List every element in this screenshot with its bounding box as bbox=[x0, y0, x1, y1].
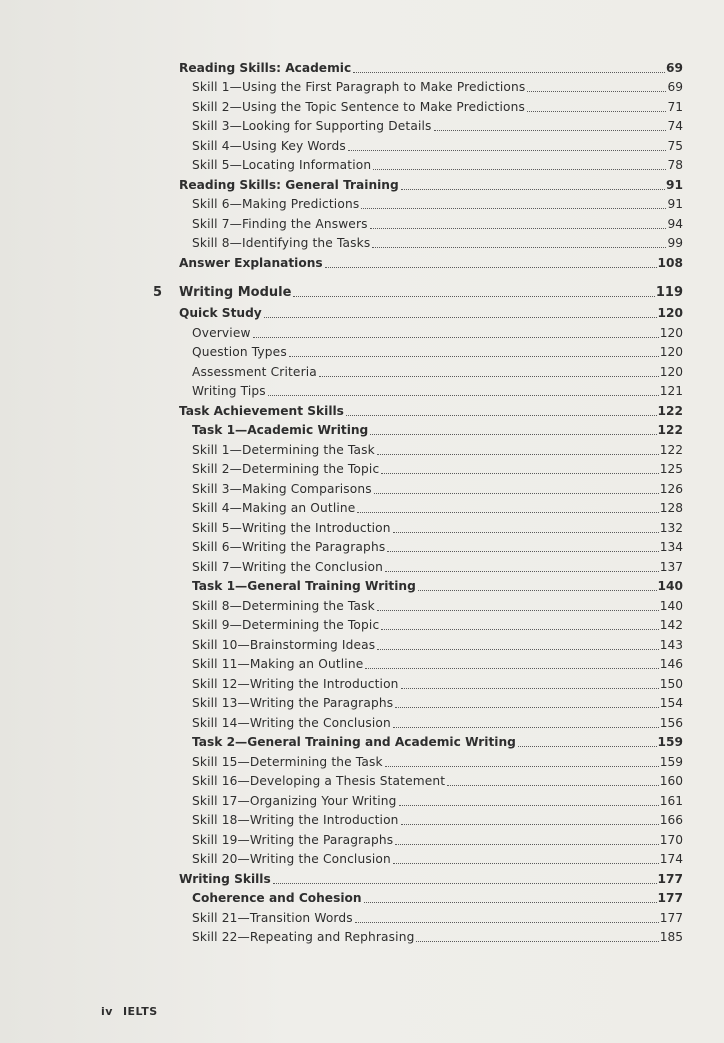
toc-item-row bbox=[0, 614, 724, 634]
toc-entry-title: Skill 16—Developing a Thesis Statement bbox=[192, 774, 446, 788]
toc-section-row bbox=[0, 867, 724, 887]
toc-item-row bbox=[0, 154, 724, 174]
toc-entry-title: Skill 5—Locating Information bbox=[192, 158, 372, 172]
toc-subsection-row bbox=[0, 419, 724, 439]
toc-item-row bbox=[0, 536, 724, 556]
toc-entry-title: Skill 10—Brainstorming Ideas bbox=[192, 637, 376, 652]
toc-entry-title: Skill 9—Determining the Topic bbox=[192, 618, 380, 632]
toc-entry-page-number: 140 bbox=[659, 598, 683, 613]
dot-leader bbox=[346, 415, 657, 416]
dot-leader bbox=[373, 169, 666, 170]
toc-entry-page-number: 161 bbox=[659, 793, 683, 808]
toc-entry-page-number: 120 bbox=[659, 364, 683, 379]
dot-leader bbox=[319, 376, 659, 377]
toc-entry-title: Skill 17—Organizing Your Writing bbox=[192, 793, 397, 808]
dot-leader bbox=[518, 746, 657, 747]
dot-leader bbox=[264, 317, 657, 318]
toc-entry-title: Skill 5—Writing the Introduction bbox=[192, 520, 391, 535]
toc-item-row bbox=[0, 232, 724, 252]
toc-entry-page-number: 69 bbox=[666, 60, 683, 75]
dot-leader bbox=[385, 571, 659, 572]
toc-entry-page-number: 91 bbox=[667, 197, 683, 211]
toc-entry-title: Skill 14—Writing the Conclusion bbox=[192, 715, 391, 730]
toc-entry-page-number: 126 bbox=[659, 481, 683, 496]
toc-item-row bbox=[0, 789, 724, 809]
dot-leader bbox=[370, 434, 656, 435]
toc-entry-page-number: 159 bbox=[657, 735, 683, 749]
toc-entry-page-number: 121 bbox=[659, 384, 683, 398]
toc-entry-title: Skill 4—Using Key Words bbox=[192, 138, 346, 153]
toc-entry-page-number: 122 bbox=[657, 403, 683, 418]
toc-entry-title: Overview bbox=[192, 325, 251, 340]
toc-item-row bbox=[0, 828, 724, 848]
dot-leader bbox=[377, 649, 658, 650]
toc-entry-title: Assessment Criteria bbox=[192, 364, 317, 379]
toc-entry-title: Skill 6—Writing the Paragraphs bbox=[192, 540, 386, 554]
toc-item-row bbox=[0, 926, 724, 946]
dot-leader bbox=[527, 111, 667, 112]
toc-entry-title: Skill 3—Looking for Supporting Details bbox=[192, 119, 432, 133]
toc-entry-title: Skill 22—Repeating and Rephrasing bbox=[192, 930, 415, 944]
dot-leader bbox=[387, 551, 658, 552]
dot-leader bbox=[393, 863, 659, 864]
toc-item-row bbox=[0, 134, 724, 154]
dot-leader bbox=[418, 590, 657, 591]
toc-entry-title: Skill 19—Writing the Paragraphs bbox=[192, 832, 394, 847]
toc-entry-page-number: 94 bbox=[667, 216, 683, 231]
toc-entry-title: Skill 21—Transition Words bbox=[192, 910, 353, 925]
toc-item-row bbox=[0, 95, 724, 115]
toc-entry-page-number: 185 bbox=[659, 930, 683, 944]
toc-entry-page-number: 128 bbox=[659, 501, 683, 515]
dot-leader bbox=[416, 941, 658, 942]
toc-entry-title: Skill 7—Writing the Conclusion bbox=[192, 559, 383, 574]
toc-entry-title: Skill 20—Writing the Conclusion bbox=[192, 852, 391, 866]
toc-entry-title: Skill 8—Identifying the Tasks bbox=[192, 236, 371, 250]
dot-leader bbox=[273, 883, 657, 884]
toc-subsection-row bbox=[0, 575, 724, 595]
toc-item-row bbox=[0, 770, 724, 790]
toc-entry-page-number: 99 bbox=[667, 236, 683, 250]
toc-item-row bbox=[0, 750, 724, 770]
toc-entry-title: Skill 6—Making Predictions bbox=[192, 197, 360, 211]
dot-leader bbox=[393, 532, 659, 533]
toc-section-row bbox=[0, 399, 724, 419]
toc-item-row bbox=[0, 76, 724, 96]
toc-entry-title: Quick Study bbox=[179, 306, 262, 320]
toc-entry-page-number: 156 bbox=[659, 715, 683, 730]
dot-leader bbox=[372, 247, 666, 248]
toc-entry-page-number: 170 bbox=[659, 832, 683, 847]
toc-entry-page-number: 122 bbox=[659, 442, 683, 457]
dot-leader bbox=[348, 150, 667, 151]
toc-entry-title: Skill 13—Writing the Paragraphs bbox=[192, 696, 394, 710]
toc-entry-page-number: 108 bbox=[657, 255, 683, 270]
toc-item-row bbox=[0, 321, 724, 341]
toc-item-row bbox=[0, 711, 724, 731]
toc-item-row bbox=[0, 477, 724, 497]
toc-entry-page-number: 74 bbox=[667, 119, 683, 133]
toc-entry-page-number: 78 bbox=[667, 158, 683, 172]
toc-entry-title: Skill 1—Determining the Task bbox=[192, 442, 375, 457]
toc-item-row bbox=[0, 193, 724, 213]
toc-item-row bbox=[0, 380, 724, 400]
dot-leader bbox=[289, 356, 659, 357]
dot-leader bbox=[393, 727, 659, 728]
dot-leader bbox=[374, 493, 659, 494]
toc-entry-title: Skill 8—Determining the Task bbox=[192, 598, 375, 613]
toc-entry-title: Skill 2—Using the Topic Sentence to Make Predictions bbox=[192, 99, 525, 114]
toc-entry-page-number: 71 bbox=[667, 99, 683, 114]
toc-item-row bbox=[0, 633, 724, 653]
toc-entry-page-number: 134 bbox=[659, 540, 683, 554]
toc-entry-page-number: 75 bbox=[667, 138, 683, 153]
toc-entry-title: Writing Module bbox=[179, 284, 292, 300]
toc-item-row bbox=[0, 692, 724, 712]
toc-section-row bbox=[0, 56, 724, 76]
toc-entry-title: Task 1—Academic Writing bbox=[192, 423, 369, 437]
toc-item-row bbox=[0, 906, 724, 926]
toc-entry-title: Writing Tips bbox=[192, 384, 266, 398]
dot-leader bbox=[381, 473, 658, 474]
dot-leader bbox=[401, 189, 665, 190]
dot-leader bbox=[268, 395, 659, 396]
dot-leader bbox=[293, 296, 654, 297]
toc-entry-title: Reading Skills: Academic bbox=[179, 60, 352, 75]
toc-entry-title: Skill 4—Making an Outline bbox=[192, 501, 356, 515]
toc-entry-title: Question Types bbox=[192, 345, 287, 359]
toc-item-row bbox=[0, 458, 724, 478]
toc-entry-title: Skill 15—Determining the Task bbox=[192, 754, 383, 769]
toc-entry-title: Answer Explanations bbox=[179, 255, 323, 270]
toc-item-row bbox=[0, 497, 724, 517]
dot-leader bbox=[364, 902, 657, 903]
dot-leader bbox=[401, 824, 659, 825]
toc-entry-page-number: 166 bbox=[659, 813, 683, 827]
toc-entry-title: Skill 2—Determining the Topic bbox=[192, 462, 380, 476]
toc-entry-page-number: 122 bbox=[657, 423, 683, 437]
toc-entry-page-number: 120 bbox=[659, 345, 683, 359]
toc-entry-title: Skill 12—Writing the Introduction bbox=[192, 676, 399, 691]
dot-leader bbox=[361, 208, 666, 209]
dot-leader bbox=[381, 629, 658, 630]
toc-entry-page-number: 177 bbox=[657, 871, 683, 886]
page-footer bbox=[101, 1005, 158, 1018]
toc-entry-page-number: 174 bbox=[659, 852, 683, 866]
footer-page-numeral: iv bbox=[101, 1005, 113, 1018]
toc-entry-page-number: 159 bbox=[659, 754, 683, 769]
toc-item-row bbox=[0, 848, 724, 868]
toc-item-row bbox=[0, 341, 724, 361]
toc-entry-page-number: 154 bbox=[659, 696, 683, 710]
toc-entry-page-number: 146 bbox=[659, 657, 683, 671]
dot-leader bbox=[395, 707, 659, 708]
dot-leader bbox=[377, 610, 659, 611]
toc-entry-page-number: 160 bbox=[659, 774, 683, 788]
toc-entry-page-number: 120 bbox=[657, 306, 683, 320]
toc-item-row bbox=[0, 594, 724, 614]
toc-item-row bbox=[0, 360, 724, 380]
toc-entry-title: Skill 1—Using the First Paragraph to Make Predictions bbox=[192, 80, 526, 94]
toc-entry-title: Task 2—General Training and Academic Writing bbox=[192, 735, 516, 749]
module-number: 5 bbox=[153, 284, 163, 300]
toc-entry-title: Task Achievement Skills bbox=[179, 403, 344, 418]
toc-item-row bbox=[0, 809, 724, 829]
toc-entry-title: Writing Skills bbox=[179, 871, 271, 886]
dot-leader bbox=[365, 668, 658, 669]
toc-entry-page-number: 125 bbox=[659, 462, 683, 476]
dot-leader bbox=[353, 72, 665, 73]
toc-section-row bbox=[0, 251, 724, 271]
toc-item-row bbox=[0, 212, 724, 232]
toc-entry-title: Skill 7—Finding the Answers bbox=[192, 216, 368, 231]
toc-entry-page-number: 137 bbox=[659, 559, 683, 574]
toc-entry-page-number: 177 bbox=[657, 891, 683, 905]
toc-entry-title: Skill 3—Making Comparisons bbox=[192, 481, 372, 496]
toc-entry-title: Task 1—General Training Writing bbox=[192, 579, 416, 593]
toc-entry-page-number: 143 bbox=[659, 637, 683, 652]
footer-book-title: IELTS bbox=[122, 1005, 158, 1018]
toc-entry-page-number: 177 bbox=[659, 910, 683, 925]
toc-item-row bbox=[0, 516, 724, 536]
dot-leader bbox=[370, 228, 667, 229]
toc-entry-title: Skill 11—Making an Outline bbox=[192, 657, 364, 671]
dot-leader bbox=[355, 922, 659, 923]
toc-section-row bbox=[0, 302, 724, 322]
dot-leader bbox=[385, 766, 659, 767]
toc-entry-page-number: 150 bbox=[659, 676, 683, 691]
dot-leader bbox=[401, 688, 659, 689]
toc-entry-page-number: 140 bbox=[657, 579, 683, 593]
toc-entry-page-number: 120 bbox=[659, 325, 683, 340]
dot-leader bbox=[447, 785, 659, 786]
toc-item-row bbox=[0, 555, 724, 575]
toc-subsection-row bbox=[0, 887, 724, 907]
toc-section-row bbox=[0, 173, 724, 193]
toc-entry-title: Reading Skills: General Training bbox=[179, 177, 399, 192]
dot-leader bbox=[325, 267, 657, 268]
toc-item-row bbox=[0, 653, 724, 673]
table-of-contents bbox=[0, 56, 724, 945]
dot-leader bbox=[395, 844, 659, 845]
toc-entry-page-number: 69 bbox=[667, 80, 683, 94]
dot-leader bbox=[399, 805, 659, 806]
toc-module-row bbox=[0, 277, 724, 300]
toc-entry-page-number: 119 bbox=[655, 284, 683, 300]
dot-leader bbox=[434, 130, 667, 131]
dot-leader bbox=[253, 337, 659, 338]
toc-entry-page-number: 142 bbox=[659, 618, 683, 632]
toc-entry-title: Skill 18—Writing the Introduction bbox=[192, 813, 399, 827]
toc-item-row bbox=[0, 438, 724, 458]
toc-entry-page-number: 132 bbox=[659, 520, 683, 535]
dot-leader bbox=[357, 512, 658, 513]
toc-item-row bbox=[0, 115, 724, 135]
toc-entry-page-number: 91 bbox=[666, 177, 683, 192]
toc-item-row bbox=[0, 672, 724, 692]
dot-leader bbox=[527, 91, 666, 92]
toc-subsection-row bbox=[0, 731, 724, 751]
toc-entry-title: Coherence and Cohesion bbox=[192, 891, 362, 905]
dot-leader bbox=[377, 454, 659, 455]
